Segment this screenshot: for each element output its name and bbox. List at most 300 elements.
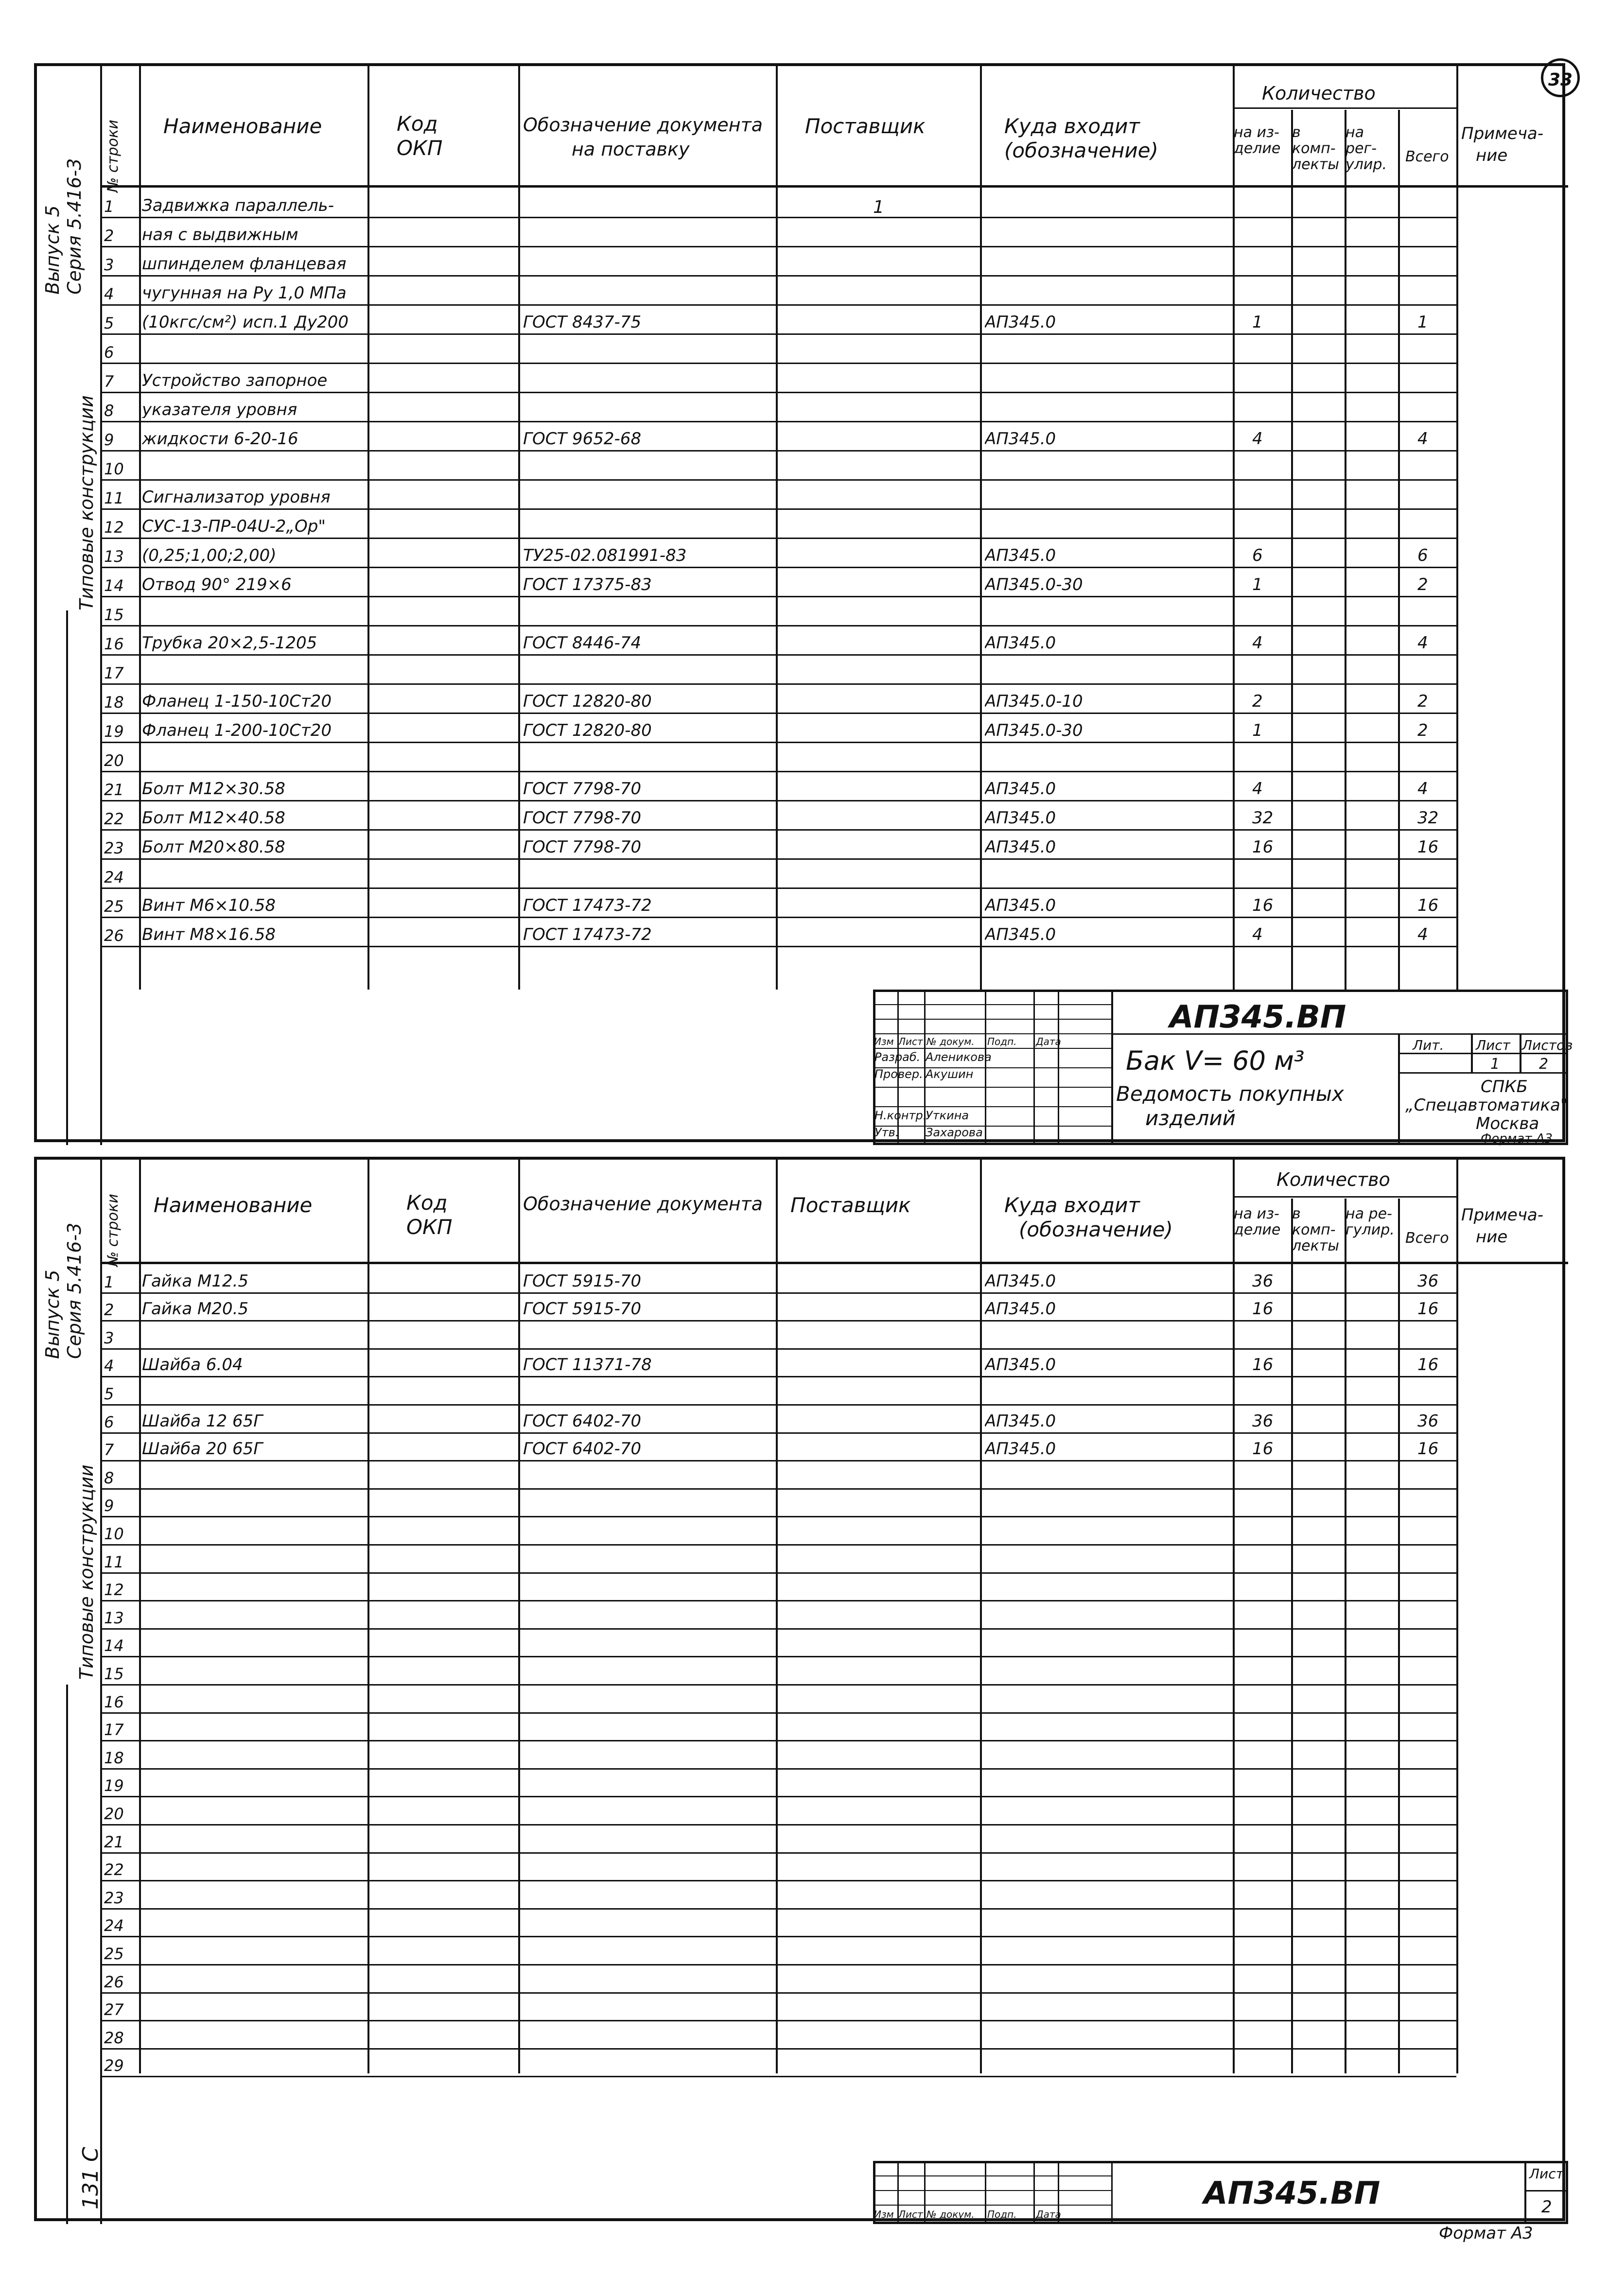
item-name: Трубка 20×2,5-1205	[142, 635, 317, 651]
table-row	[37, 1376, 1456, 1404]
header-qty-3: на рег-улир.	[1346, 124, 1387, 173]
qty-total: 4	[1417, 926, 1428, 943]
row-number: 15	[104, 606, 124, 624]
header-where-2: (обозначение)	[1004, 139, 1158, 162]
ft-line	[1524, 2190, 1568, 2192]
row-number: 15	[104, 1664, 124, 1683]
tb-code: АП345.ВП	[1170, 999, 1346, 1035]
table-row	[37, 829, 1456, 858]
tb-line	[1398, 1033, 1400, 1145]
row-number: 2	[104, 1301, 114, 1320]
qty-item: 6	[1252, 547, 1263, 564]
qty-total: 16	[1417, 897, 1439, 914]
qty-item: 1	[1252, 314, 1263, 330]
header-okp-1: Код	[397, 112, 438, 136]
table-row	[37, 275, 1456, 304]
qty-item: 1	[1252, 722, 1263, 739]
row-number: 3	[104, 1328, 114, 1347]
doc-ref: ГОСТ 12820-80	[523, 693, 652, 710]
table-row	[37, 1292, 1456, 1321]
tb-col-header: Изм	[874, 1036, 894, 1047]
tb-org-2: „Спецавтоматика"	[1405, 1096, 1568, 1115]
tb-sheet-label: Лист	[1476, 1037, 1510, 1053]
table-row	[37, 479, 1456, 508]
table-row	[37, 625, 1456, 654]
row-number: 21	[104, 781, 124, 799]
row-number: 20	[104, 751, 124, 770]
ft-line	[1524, 2161, 1526, 2224]
row-number: 26	[104, 926, 124, 945]
qty-item: 16	[1252, 839, 1274, 855]
table-row	[37, 1404, 1456, 1432]
doc-ref: ГОСТ 8437-75	[523, 314, 642, 330]
item-name: Болт М12×40.58	[142, 810, 285, 826]
where-used: АП345.0	[985, 1301, 1056, 1318]
item-name: Шайба 20 65Г	[142, 1441, 263, 1458]
header2-qty-1: на из-делие	[1234, 1205, 1281, 1238]
row-number: 9	[104, 1496, 114, 1515]
row-number: 1	[104, 197, 114, 216]
doc-ref: ГОСТ 17375-83	[523, 576, 652, 593]
tb-col-header: Лист	[898, 1036, 923, 1047]
row-number: 1	[104, 1272, 114, 1291]
where-used: АП345.0	[985, 1412, 1056, 1429]
row-number: 17	[104, 1721, 124, 1739]
ft-sheet-label: Лист	[1529, 2166, 1564, 2182]
header2-row-no: № строки	[105, 1194, 122, 1267]
header-row-no: № строки	[105, 120, 122, 192]
row-number: 16	[104, 1692, 124, 1711]
sheet-2	[34, 1157, 1565, 2221]
tb-grid-line	[873, 1004, 1111, 1005]
qty-item: 16	[1252, 1441, 1274, 1458]
doc-ref: ГОСТ 7798-70	[523, 781, 642, 797]
tb-sheets-total: 2	[1539, 1056, 1549, 1073]
header2-doc: Обозначение документа	[523, 1193, 763, 1215]
doc-ref: ГОСТ 11371-78	[523, 1357, 652, 1374]
table-row	[37, 304, 1456, 333]
tb-name: Акушин	[926, 1067, 974, 1081]
row-number: 10	[104, 1524, 124, 1543]
ft-grid-line	[873, 2190, 1111, 2191]
doc-ref: ГОСТ 12820-80	[523, 722, 652, 739]
tb-lit-label: Лит.	[1413, 1037, 1444, 1053]
row-number: 6	[104, 1412, 114, 1431]
row-number: 25	[104, 897, 124, 916]
ft-col-header: Изм	[874, 2209, 894, 2220]
table-row	[37, 1348, 1456, 1376]
ft-col-header: № докум.	[926, 2209, 975, 2220]
item-name: Винт М8×16.58	[142, 926, 276, 943]
row-number: 12	[104, 518, 124, 537]
header2-okp-2: ОКП	[406, 1215, 453, 1239]
row-number: 24	[104, 1916, 124, 1935]
qty-item: 16	[1252, 897, 1274, 914]
doc-ref: ГОСТ 5915-70	[523, 1301, 642, 1318]
row-number: 11	[104, 489, 124, 507]
binding-issue-1: Выпуск 5	[42, 205, 63, 295]
doc-ref: ГОСТ 7798-70	[523, 810, 642, 826]
table-row	[37, 188, 1456, 217]
row-number: 8	[104, 1468, 114, 1487]
qty-total: 4	[1417, 781, 1428, 797]
where-used: АП345.0-30	[985, 576, 1083, 593]
table-row	[37, 683, 1456, 713]
row-number: 29	[104, 2056, 124, 2075]
header2-okp-1: Код	[406, 1191, 448, 1215]
table-row	[37, 421, 1456, 450]
table-row	[37, 538, 1456, 567]
table-row	[37, 1488, 1456, 1516]
table-row	[37, 1432, 1456, 1461]
tb-col-header: Дата	[1036, 1036, 1061, 1047]
item-name: чугунная на Ру 1,0 МПа	[142, 285, 347, 301]
tb-role: Разраб.	[874, 1050, 921, 1064]
binding-series-2: Серия 5.416-3	[64, 1222, 85, 1359]
tb-grid-line	[873, 1106, 1111, 1107]
qty-total: 32	[1417, 810, 1439, 826]
row-number: 12	[104, 1581, 124, 1600]
tb-org-1: СПКБ	[1481, 1077, 1528, 1096]
row-number: 18	[104, 1748, 124, 1767]
row-number: 11	[104, 1552, 124, 1571]
row-number: 8	[104, 401, 114, 420]
tb-grid-col	[1033, 990, 1035, 1145]
row-number: 19	[104, 1776, 124, 1795]
table-row	[37, 217, 1456, 246]
row-number: 28	[104, 2028, 124, 2047]
item-name: Шайба 6.04	[142, 1357, 243, 1374]
where-used: АП345.0	[985, 1272, 1056, 1289]
item-name: Отвод 90° 219×6	[142, 576, 292, 593]
table-row	[37, 333, 1456, 363]
qty-item: 36	[1252, 1412, 1274, 1429]
row-divider	[100, 2076, 1456, 2077]
table-row	[37, 392, 1456, 421]
ft-grid-line	[873, 2161, 1111, 2162]
row-number: 22	[104, 1861, 124, 1879]
header-okp-2: ОКП	[397, 136, 443, 160]
header-qty: Количество	[1262, 83, 1376, 104]
qty-total: 16	[1417, 1301, 1439, 1318]
row-number: 23	[104, 1888, 124, 1907]
row-number: 22	[104, 810, 124, 828]
table-row	[37, 800, 1456, 829]
row-number: 7	[104, 372, 114, 391]
table-row	[37, 1684, 1456, 1712]
header2-note-1: Примеча-	[1461, 1205, 1544, 1225]
table-row	[37, 1600, 1456, 1628]
tb-subtitle-1: Ведомость покупных	[1116, 1082, 1344, 1106]
where-used: АП345.0	[985, 926, 1056, 943]
table-row	[37, 917, 1456, 946]
header2-qty-3: на ре-гулир.	[1346, 1205, 1395, 1238]
item-name: Болт М12×30.58	[142, 781, 285, 797]
table-row	[37, 1824, 1456, 1852]
qty-item: 36	[1252, 1272, 1274, 1289]
header2-where-2: (обозначение)	[1019, 1218, 1173, 1241]
tb-role: Н.контр.	[874, 1109, 927, 1122]
where-used: АП345.0	[985, 810, 1056, 826]
item-name: Винт М6×10.58	[142, 897, 276, 914]
table-row	[37, 1628, 1456, 1656]
header2-supplier: Поставщик	[790, 1193, 911, 1217]
doc-ref: ТУ25-02.081991-83	[523, 547, 687, 564]
row-number: 6	[104, 343, 114, 362]
doc-ref: ГОСТ 9652-68	[523, 431, 642, 447]
row-number: 18	[104, 693, 124, 712]
qty-total: 2	[1417, 722, 1428, 739]
table-row	[37, 508, 1456, 538]
tb-grid-col	[985, 990, 986, 1145]
where-used: АП345.0-10	[985, 693, 1083, 710]
row-number: 4	[104, 285, 114, 303]
tb-sheets-label: Листов	[1522, 1037, 1573, 1053]
qty-total: 6	[1417, 547, 1428, 564]
qty-item: 4	[1252, 431, 1263, 447]
ft-grid-col	[985, 2161, 986, 2224]
header-where-1: Куда входит	[1004, 114, 1140, 138]
table-row	[37, 1796, 1456, 1824]
row-number: 4	[104, 1357, 114, 1375]
item-name: Шайба 12 65Г	[142, 1412, 263, 1429]
item-name: ная с выдвижным	[142, 226, 298, 243]
where-used: АП345.0	[985, 1441, 1056, 1458]
table-row	[37, 450, 1456, 479]
table-row	[37, 771, 1456, 800]
qty-total: 2	[1417, 576, 1428, 593]
row-number: 24	[104, 868, 124, 887]
ft-grid-col	[1111, 2161, 1113, 2224]
doc-ref: ГОСТ 7798-70	[523, 839, 642, 855]
row-number: 26	[104, 1972, 124, 1991]
row-number: 3	[104, 256, 114, 274]
qty-total: 16	[1417, 1441, 1439, 1458]
table-row	[37, 2048, 1456, 2076]
table-row	[37, 1740, 1456, 1768]
row-number: 14	[104, 1636, 124, 1655]
item-name: (0,25;1,00;2,00)	[142, 547, 277, 564]
where-used: АП345.0	[985, 431, 1056, 447]
item-name: Фланец 1-150-10Ст20	[142, 693, 332, 710]
table-row	[37, 1992, 1456, 2020]
header-name: Наименование	[163, 114, 322, 138]
table-row	[37, 1544, 1456, 1572]
tb-format: Формат А3	[1481, 1131, 1553, 1146]
qty-total: 36	[1417, 1272, 1439, 1289]
sheet-1	[34, 63, 1573, 1146]
table-row	[37, 596, 1456, 625]
table-row	[37, 742, 1456, 771]
table-row	[37, 1908, 1456, 1936]
ft-grid-line	[873, 2175, 1111, 2176]
ft-sheet-no: 2	[1541, 2197, 1552, 2217]
qty-total: 36	[1417, 1412, 1439, 1429]
item-name: указателя уровня	[142, 401, 297, 418]
ft-grid-col	[1033, 2161, 1035, 2224]
tb-sheet-no: 1	[1490, 1056, 1500, 1073]
table-row	[37, 1656, 1456, 1684]
qty-item: 16	[1252, 1357, 1274, 1374]
tb-divider	[1111, 990, 1113, 1145]
table-row	[37, 1516, 1456, 1544]
doc-ref: ГОСТ 17473-72	[523, 897, 652, 914]
table-row	[37, 1264, 1456, 1292]
item-name: Болт М20×80.58	[142, 839, 285, 855]
item-name: шпинделем фланцевая	[142, 256, 347, 272]
tb-grid-line	[873, 1033, 1111, 1034]
doc-ref: ГОСТ 17473-72	[523, 926, 652, 943]
table-row	[37, 887, 1456, 917]
ft-code: АП345.ВП	[1204, 2175, 1381, 2211]
item-name: Устройство запорное	[142, 372, 328, 389]
doc-ref: ГОСТ 8446-74	[523, 635, 642, 651]
tb-grid-col	[1058, 990, 1059, 1145]
header2-qty-4: Всего	[1405, 1230, 1449, 1247]
header2-qty: Количество	[1276, 1169, 1390, 1190]
qty-item: 32	[1252, 810, 1274, 826]
table-row	[37, 567, 1456, 596]
qty-item: 4	[1252, 635, 1263, 651]
row-number: 23	[104, 839, 124, 857]
row-number: 2	[104, 226, 114, 245]
row-number: 10	[104, 460, 124, 478]
tb-col-header: Подп.	[987, 1036, 1017, 1047]
tb-role: Провер.	[874, 1067, 923, 1081]
qty-total: 4	[1417, 431, 1428, 447]
table-row	[37, 654, 1456, 683]
row-number: 13	[104, 547, 124, 566]
table-row	[37, 363, 1456, 392]
table-row	[37, 1320, 1456, 1348]
ft-grid-col	[924, 2161, 926, 2224]
table-row	[37, 1936, 1456, 1964]
doc-ref: ГОСТ 6402-70	[523, 1441, 642, 1458]
tb-role: Утв.	[874, 1126, 899, 1139]
qty-item: 4	[1252, 781, 1263, 797]
ft-col-header: Дата	[1036, 2209, 1061, 2220]
item-name: Гайка М20.5	[142, 1301, 249, 1318]
qty-total: 2	[1417, 693, 1428, 710]
header-doc-2: на поставку	[572, 139, 690, 160]
tb-grid-line	[873, 1019, 1111, 1020]
row-divider	[100, 946, 1456, 947]
doc-ref: ГОСТ 5915-70	[523, 1272, 642, 1289]
header2-qty-2: в комп-лекты	[1292, 1205, 1339, 1254]
row-number: 19	[104, 722, 124, 741]
row-number: 21	[104, 1832, 124, 1851]
row-number: 14	[104, 576, 124, 595]
table-row	[37, 1460, 1456, 1488]
header2-name: Наименование	[154, 1193, 313, 1217]
item-name: жидкости 6-20-16	[142, 431, 298, 447]
table-row	[37, 1880, 1456, 1908]
tb-grid-line	[873, 1126, 1111, 1127]
binding-issue-2: Выпуск 5	[42, 1270, 63, 1359]
tb-title: Бак V= 60 м³	[1126, 1045, 1305, 1076]
qty-total: 16	[1417, 839, 1439, 855]
item-name: СУС-13-ПР-04U-2„Ор"	[142, 518, 326, 535]
table-row	[37, 1572, 1456, 1600]
tb-grid-line	[873, 990, 1111, 991]
item-name: Гайка М12.5	[142, 1272, 249, 1289]
row-number: 13	[104, 1608, 124, 1627]
row-number: 5	[104, 314, 114, 332]
row-number: 9	[104, 431, 114, 449]
qty-total: 4	[1417, 635, 1428, 651]
item-name: Фланец 1-200-10Ст20	[142, 722, 332, 739]
ft-col-header: Подп.	[987, 2209, 1017, 2220]
qty-item: 4	[1252, 926, 1263, 943]
tb-col-header: № докум.	[926, 1036, 975, 1047]
where-used: АП345.0	[985, 547, 1056, 564]
row-number: 7	[104, 1441, 114, 1460]
table-row	[37, 246, 1456, 275]
header-supplier: Поставщик	[805, 114, 926, 138]
header-qty-2: в комп-лекты	[1292, 124, 1339, 173]
item-name: Задвижка параллель-	[142, 197, 334, 214]
row-number: 20	[104, 1804, 124, 1823]
row-number: 17	[104, 664, 124, 682]
table-row	[37, 1712, 1456, 1740]
tb-subtitle-2: изделий	[1145, 1106, 1236, 1130]
item-name: Сигнализатор уровня	[142, 489, 331, 505]
tb-name: Захарова	[926, 1126, 983, 1139]
table-row	[37, 1768, 1456, 1796]
table-row	[37, 1852, 1456, 1880]
where-used: АП345.0	[985, 635, 1056, 651]
ft-grid-line	[873, 2205, 1111, 2206]
header-qty-4: Всего	[1405, 148, 1449, 165]
table-row	[37, 1964, 1456, 1992]
tb-org-3: Москва	[1476, 1114, 1539, 1133]
ft-col-header: Лист	[898, 2209, 923, 2220]
header2-note-2: ние	[1476, 1227, 1508, 1247]
row-number: 5	[104, 1384, 114, 1403]
page-number-badge: 33	[1541, 58, 1580, 97]
header-note-2: ние	[1476, 146, 1508, 165]
binding-typical-2: Типовые конструкции	[76, 1464, 97, 1680]
where-used: АП345.0	[985, 839, 1056, 855]
header2-where-1: Куда входит	[1004, 1193, 1140, 1217]
where-used: АП345.0	[985, 897, 1056, 914]
header-doc-1: Обозначение документа	[523, 114, 763, 136]
binding-typical-1: Типовые конструкции	[76, 395, 97, 610]
tb-name: Уткина	[926, 1109, 969, 1122]
table-row	[37, 713, 1456, 742]
where-used: АП345.0	[985, 1357, 1056, 1374]
tb-name: Аленикова	[926, 1050, 992, 1064]
supplier-mark: 1	[873, 197, 884, 217]
row-number: 25	[104, 1944, 124, 1963]
table-row	[37, 858, 1456, 887]
where-used: АП345.0	[985, 314, 1056, 330]
qty-total: 16	[1417, 1357, 1439, 1374]
qty-item: 16	[1252, 1301, 1274, 1318]
tb-grid-line	[873, 1048, 1111, 1049]
qty-item: 2	[1252, 693, 1263, 710]
qty-total: 1	[1417, 314, 1428, 330]
format-label-2: Формат А3	[1439, 2224, 1533, 2243]
where-used: АП345.0	[985, 781, 1056, 797]
binding-series-1: Серия 5.416-3	[64, 158, 85, 295]
doc-ref: ГОСТ 6402-70	[523, 1412, 642, 1429]
item-name: (10кгс/см²) исп.1 Ду200	[142, 314, 349, 330]
qty-item: 1	[1252, 576, 1263, 593]
tb-grid-line	[873, 1087, 1111, 1088]
header-note-1: Примеча-	[1461, 124, 1544, 143]
row-number: 27	[104, 2000, 124, 2019]
